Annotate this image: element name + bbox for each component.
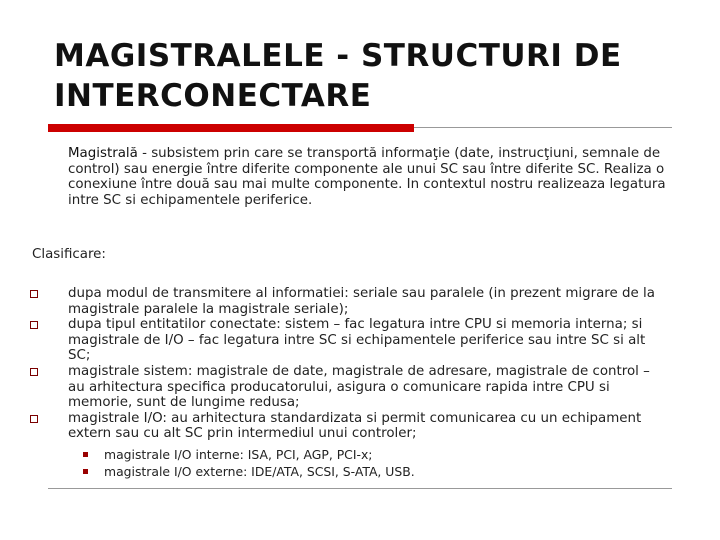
definition-term: Magistrală bbox=[68, 146, 138, 161]
list-item bbox=[28, 286, 668, 317]
footer-divider-line bbox=[48, 488, 672, 489]
hollow-square-bullet-icon bbox=[30, 290, 38, 298]
sublist-item bbox=[68, 446, 668, 463]
sublist-item-text: magistrale I/O externe: IDE/ATA, SCSI, S-ATA, USB. bbox=[104, 463, 415, 479]
title-accent-bar bbox=[48, 124, 414, 132]
list-item-text: dupa modul de transmitere al informatiei: seriale sau paralele (in prezent migrare de la magistrale paralele la magistrale seriale); bbox=[68, 286, 655, 317]
title-divider-line bbox=[414, 127, 672, 128]
list-item-text: magistrale sistem: magistrale de date, magistrale de adresare, magistrale de control – au arhitectura specifica producatorului, asigura o comunicare rapida intre CPU si memorie, sunt de lungime redusa; bbox=[68, 363, 650, 411]
definition-paragraph bbox=[68, 146, 668, 208]
hollow-square-bullet-icon bbox=[30, 368, 38, 376]
list-item bbox=[28, 317, 668, 364]
list-item-text: dupa tipul entitatilor conectate: sistem – fac legatura intre CPU si memoria interna; si magistrale de I/O – fac legatura intre SC si echipamentele periferice sau intre SC si alt SC; bbox=[68, 317, 646, 364]
definition-body: - subsistem prin care se transportă informaţie (date, instrucţiuni, semnale de control) sau energie între diferite componente ale unui SC sau între diferite SC. Realiza o conexiune între două sau mai multe componente. In contextul nostru realizeaza legatura intre SC si echipamentele periferice. bbox=[68, 146, 666, 208]
list-item-text: magistrale I/O: au arhitectura standardizata si permit comunicarea cu un echipament extern sau cu alt SC prin intermediul unui controler; bbox=[68, 410, 642, 442]
sublist-item bbox=[68, 463, 668, 480]
filled-square-bullet-icon bbox=[83, 452, 88, 457]
filled-square-bullet-icon bbox=[83, 469, 88, 474]
sublist bbox=[68, 446, 668, 480]
hollow-square-bullet-icon bbox=[30, 321, 38, 329]
list-item bbox=[28, 411, 668, 480]
classification-list bbox=[28, 286, 668, 480]
sublist-item-text: magistrale I/O interne: ISA, PCI, AGP, PCI-x; bbox=[104, 446, 373, 462]
slide-title: MAGISTRALELE - STRUCTURI DE INTERCONECTARE bbox=[54, 38, 622, 114]
list-item bbox=[28, 364, 668, 411]
classification-label: Clasificare: bbox=[32, 247, 106, 262]
hollow-square-bullet-icon bbox=[30, 415, 38, 423]
